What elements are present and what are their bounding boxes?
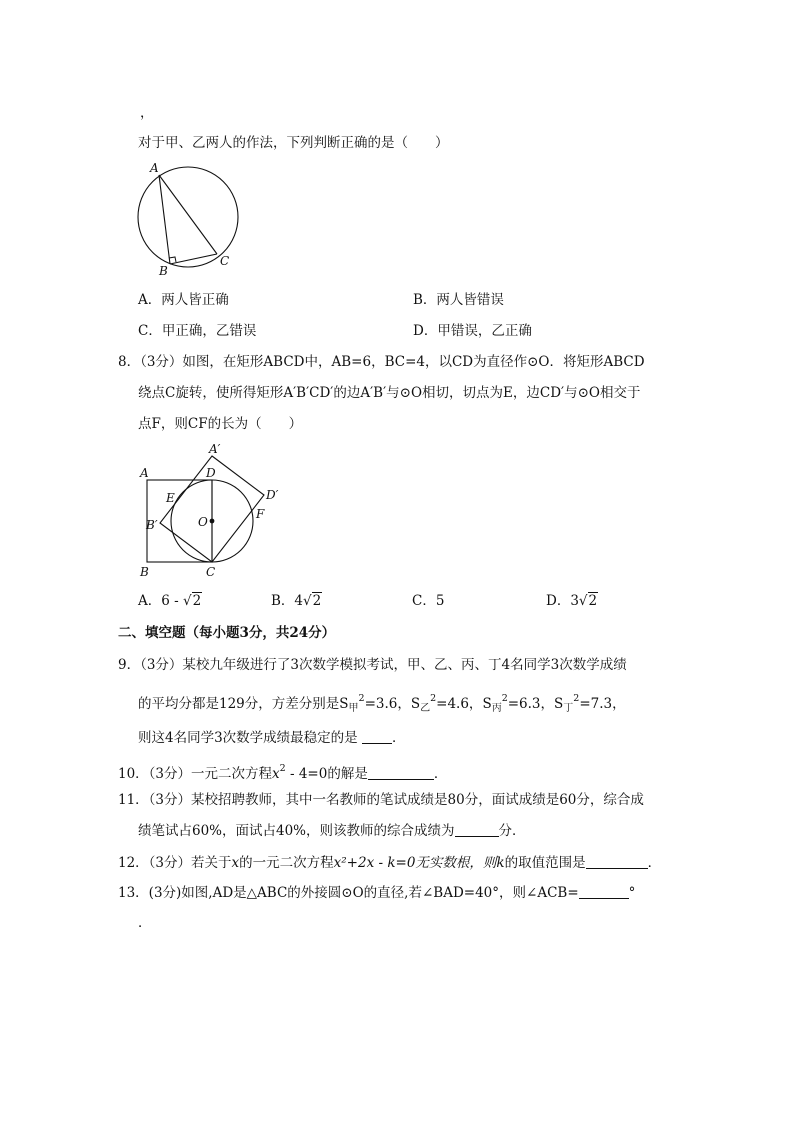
label-C: C — [206, 565, 216, 579]
q10-answer-blank[interactable] — [368, 766, 434, 780]
q7-option-c[interactable]: C．甲正确，乙错误 — [138, 323, 257, 339]
q7-option-d[interactable]: D．甲错误，乙正确 — [413, 323, 532, 339]
variance-yi: $S_乙^2=4.6$， — [410, 693, 483, 714]
center-O — [210, 519, 215, 524]
q8-line-2: 绕点C旋转，使所得矩形A′B′CD′的边A′B′与⊙O相切，切点为E，边CD′与⊙O相交于 — [138, 385, 641, 401]
label-B-prime: B′ — [146, 518, 158, 532]
label-C: C — [220, 254, 230, 268]
label-O: O — [198, 515, 208, 529]
variance-jia: $S_甲^2=3.6$， — [339, 693, 411, 714]
q13: 13．(3分)如图,AD是△ABC的外接圆⊙O的直径,若∠BAD=40°，则∠ACB= ° — [118, 885, 636, 901]
q8-figure — [130, 438, 290, 584]
q11-line-1: 11．（3分）某校招聘教师，其中一名教师的笔试成绩是80分，面试成绩是60分，综合成 — [118, 792, 644, 808]
q12: 12．（3分）若关于x的一元二次方程x²+2x - k=0无实数根，则k的取值范围是 ． — [118, 855, 662, 871]
variance-ding: $S_丁^2=7.3$， — [554, 693, 626, 714]
q13-answer-blank[interactable] — [579, 885, 629, 899]
q9-answer-blank[interactable] — [362, 730, 392, 744]
q7-option-a[interactable]: A．两人皆正确 — [138, 292, 229, 308]
q9-line-2: 的平均分都是129分，方差分别是$S_甲^2=3.6$，$S_乙^2=4.6$，$S_丙^2=6.3$，$S_丁^2=7.3$， — [138, 693, 626, 714]
q8-line-1: 8．（3分）如图，在矩形ABCD中，AB=6，BC=4，以CD为直径作⊙O．将矩形ABCD — [118, 354, 645, 370]
q7-figure — [130, 158, 250, 282]
q7-option-b[interactable]: B．两人皆错误 — [413, 292, 504, 308]
section-2-title: 二、填空题（每小题3分，共24分） — [118, 625, 336, 641]
q7-question: 对于甲、乙两人的作法，下列判断正确的是（ ） — [138, 135, 449, 151]
q8-line-3: 点F，则CF的长为（ ） — [138, 416, 303, 432]
label-B: B — [140, 565, 149, 579]
label-A: A — [150, 161, 159, 175]
q8-option-c[interactable]: C．5 — [412, 593, 445, 609]
label-D-prime: D′ — [266, 488, 279, 502]
q8-option-b[interactable]: B．4√2 — [271, 593, 322, 609]
q11-answer-blank[interactable] — [455, 823, 499, 837]
q9-line-3: 则这4名同学3次数学成绩最稳定的是 ． — [138, 730, 406, 746]
q8-option-d[interactable]: D．3√2 — [546, 593, 598, 609]
q13-trailing-dot: ． — [138, 915, 152, 931]
label-F: F — [256, 507, 265, 521]
label-A-prime: A′ — [209, 442, 221, 456]
q12-answer-blank[interactable] — [586, 855, 648, 869]
label-E: E — [166, 491, 175, 505]
variance-bing: $S_丙^2=6.3$， — [482, 693, 555, 714]
q9-line-1: 9．（3分）某校九年级进行了3次数学模拟考试，甲、乙、丙、丁4名同学3次数学成绩 — [118, 657, 627, 673]
q8-option-a[interactable]: A．6 - √2 — [138, 593, 202, 609]
q10: 10．（3分）一元二次方程$x^2 - 4=0$的解是 ． — [118, 763, 448, 782]
q7-circle — [138, 167, 238, 267]
label-A: A — [140, 466, 149, 480]
label-B: B — [159, 264, 168, 278]
q11-line-2: 绩笔试占60%，面试占40%，则该教师的综合成绩为 分． — [138, 823, 526, 839]
stray-comma: ， — [140, 105, 154, 121]
label-D: D — [206, 466, 216, 480]
